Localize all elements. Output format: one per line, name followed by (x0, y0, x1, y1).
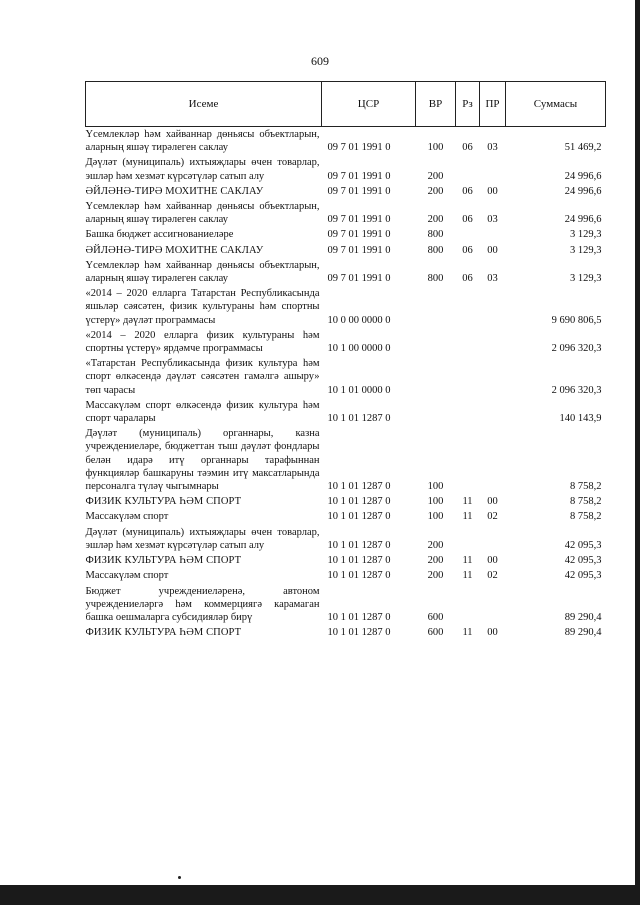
cell-rz (456, 525, 480, 553)
cell-sum: 24 996,6 (564, 214, 602, 226)
cell-pr: 02 (487, 570, 498, 582)
cell-name: Үсемлекләр һәм хайваннар дөньясы объектларын, аларның яшәү тирәлеген саклау (85, 129, 320, 154)
cell-name: Бюджет учреждениеләренә, автоном учреждениеләргә һәм коммерциягә карамаган башка оешмаларга субсидияләр бирү (85, 585, 320, 623)
cell-csr: 10 1 01 1287 0 (327, 539, 391, 551)
cell-vr: 800 (427, 244, 444, 256)
cell-rz: 06 (462, 214, 473, 226)
cell-vr: 200 (427, 555, 444, 567)
cell-pr: 00 (487, 244, 498, 256)
scan-edge-bottom (0, 885, 640, 905)
cell-csr: 10 1 01 1287 0 (327, 611, 391, 623)
cell-csr: 10 0 00 0000 0 (327, 314, 391, 326)
cell-name: ФИЗИК КУЛЬТУРА ҺӘМ СПОРТ (85, 627, 242, 639)
column-header-csr: ЦСР (322, 82, 416, 127)
cell-rz: 11 (462, 627, 473, 639)
cell-vr (416, 398, 456, 426)
cell-rz: 06 (462, 185, 473, 197)
cell-sum: 3 129,3 (570, 273, 602, 285)
cell-vr: 100 (427, 481, 444, 493)
cell-vr: 100 (427, 142, 444, 154)
column-header-name: Исеме (86, 82, 322, 127)
cell-sum: 89 290,4 (564, 627, 602, 639)
cell-name: ӘЙЛӘНӘ-ТИРӘ МОХИТНЕ САКЛАУ (85, 244, 264, 256)
column-header-vr: ВР (416, 82, 456, 127)
cell-sum: 2 096 320,3 (551, 343, 602, 355)
cell-csr: 10 1 01 1287 0 (327, 555, 391, 567)
table-row (86, 155, 606, 183)
cell-csr: 10 1 01 1287 0 (327, 511, 391, 523)
cell-csr: 10 1 01 1287 0 (327, 413, 391, 425)
cell-vr: 200 (427, 539, 444, 551)
cell-rz: 11 (462, 570, 473, 582)
cell-name: «2014 – 2020 елларга Татарстан Республикасында яшьләр сәясәтен, физик культураны һәм спортны үстерү» дәүләт программасы (85, 288, 320, 326)
cell-vr: 800 (427, 273, 444, 285)
cell-sum: 24 996,6 (564, 185, 602, 197)
cell-pr: 02 (487, 511, 498, 523)
cell-sum: 89 290,4 (564, 611, 602, 623)
cell-name: Дәүләт (муниципаль) органнары, казна учреждениеләре, бюджеттан тыш дәүләт фондлары белән идарә итү органнары тарафыннан функцияләр башкаруны тәэмин итү максатларында персоналга түләү чыгымнары (85, 428, 320, 493)
table-row (86, 258, 606, 286)
cell-sum: 3 129,3 (570, 244, 602, 256)
table-body (86, 127, 606, 641)
cell-vr: 600 (427, 611, 444, 623)
cell-rz (456, 286, 480, 328)
cell-vr (416, 356, 456, 398)
table-row (86, 227, 606, 242)
cell-csr: 09 7 01 1991 0 (327, 273, 391, 285)
cell-pr: 00 (487, 185, 498, 197)
cell-vr: 100 (427, 496, 444, 508)
cell-sum: 140 143,9 (559, 413, 602, 425)
cell-pr: 03 (487, 214, 498, 226)
table-row (86, 199, 606, 227)
cell-vr: 200 (427, 185, 444, 197)
cell-sum: 42 095,3 (564, 555, 602, 567)
cell-name: Дәүләт (муниципаль) ихтыяҗлары өчен товарлар, эшләр һәм хезмәт күрсәтүләр сатып алу (85, 157, 320, 182)
cell-name: Массакүләм спорт өлкәсендә физик культура һәм спорт чаралары (85, 399, 320, 425)
table-row (86, 568, 606, 583)
cell-pr: 00 (487, 627, 498, 639)
cell-sum: 8 758,2 (570, 511, 602, 523)
page-number: 609 (311, 54, 329, 68)
cell-csr: 09 7 01 1991 0 (327, 185, 391, 197)
cell-sum: 9 690 806,5 (551, 314, 602, 326)
cell-vr: 100 (427, 511, 444, 523)
table-row (86, 625, 606, 640)
cell-name: Дәүләт (муниципаль) ихтыяҗлары өчен товарлар, эшләр һәм хезмәт күрсәтүләр сатып алу (85, 526, 320, 551)
cell-pr: 00 (487, 555, 498, 567)
column-header-pr: ПР (480, 82, 506, 127)
cell-vr: 200 (427, 214, 444, 226)
table-row (86, 286, 606, 328)
cell-sum: 24 996,6 (564, 170, 602, 182)
cell-csr: 10 1 01 1287 0 (327, 496, 391, 508)
cell-sum: 8 758,2 (570, 481, 602, 493)
table-header (86, 82, 606, 127)
cell-csr: 10 1 01 1287 0 (327, 570, 391, 582)
cell-rz (456, 155, 480, 183)
cell-sum: 2 096 320,3 (551, 384, 602, 396)
table-row (86, 509, 606, 524)
cell-vr (416, 328, 456, 356)
cell-sum: 8 758,2 (570, 496, 602, 508)
table-row (86, 525, 606, 553)
cell-name: Үсемлекләр һәм хайваннар дөньясы объектларын, аларның яшәү тирәлеген саклау (85, 259, 320, 285)
cell-csr: 09 7 01 1991 0 (327, 229, 391, 241)
cell-rz: 06 (462, 244, 473, 256)
cell-rz: 11 (462, 555, 473, 567)
cell-name: ФИЗИК КУЛЬТУРА ҺӘМ СПОРТ (85, 496, 242, 508)
table-row (86, 494, 606, 509)
cell-csr: 10 1 00 0000 0 (327, 343, 391, 355)
cell-rz (456, 584, 480, 626)
table-row (86, 584, 606, 626)
cell-pr (480, 356, 506, 398)
cell-pr (480, 227, 506, 242)
budget-table (85, 81, 606, 640)
cell-sum: 51 469,2 (564, 142, 602, 154)
cell-vr: 200 (427, 170, 444, 182)
cell-csr: 09 7 01 1991 0 (327, 244, 391, 256)
column-header-rz: Рз (456, 82, 480, 127)
cell-rz (456, 426, 480, 494)
cell-csr: 09 7 01 1991 0 (327, 142, 391, 154)
table-row (86, 426, 606, 494)
cell-pr: 03 (487, 273, 498, 285)
cell-rz: 11 (462, 511, 473, 523)
table-row (86, 184, 606, 199)
cell-sum: 42 095,3 (564, 570, 602, 582)
scan-edge-right (635, 0, 640, 905)
cell-rz (456, 398, 480, 426)
cell-vr: 800 (427, 229, 444, 241)
cell-name: Массакүләм спорт (85, 570, 169, 582)
scan-mark (178, 876, 181, 879)
cell-rz (456, 227, 480, 242)
cell-pr (480, 286, 506, 328)
cell-vr: 200 (427, 570, 444, 582)
cell-rz: 11 (462, 496, 473, 508)
table-row (86, 553, 606, 568)
cell-pr (480, 525, 506, 553)
cell-csr: 09 7 01 1991 0 (327, 170, 391, 182)
cell-name: ӘЙЛӘНӘ-ТИРӘ МОХИТНЕ САКЛАУ (85, 185, 264, 197)
cell-name: ФИЗИК КУЛЬТУРА ҺӘМ СПОРТ (85, 555, 242, 567)
cell-rz: 06 (462, 142, 473, 154)
cell-sum: 42 095,3 (564, 539, 602, 551)
cell-pr (480, 398, 506, 426)
cell-name: «Татарстан Республикасында физик культура һәм спорт өлкәсендә дәүләт сәясәтен гамәлгә ашыру» төп чарасы (85, 358, 320, 396)
table-row (86, 243, 606, 258)
column-header-sum: Суммасы (506, 82, 606, 127)
table-row (86, 328, 606, 356)
table-row (86, 127, 606, 156)
cell-rz: 06 (462, 273, 473, 285)
cell-pr: 03 (487, 142, 498, 154)
cell-csr: 10 1 01 0000 0 (327, 384, 391, 396)
cell-rz (456, 356, 480, 398)
table-row (86, 356, 606, 398)
cell-name: «2014 – 2020 елларга физик культураны һәм спортны үстерү» ярдәмче программасы (85, 329, 320, 355)
cell-csr: 10 1 01 1287 0 (327, 627, 391, 639)
cell-pr: 00 (487, 496, 498, 508)
table-row (86, 398, 606, 426)
cell-pr (480, 155, 506, 183)
cell-name: Массакүләм спорт (85, 511, 169, 523)
cell-vr (416, 286, 456, 328)
cell-rz (456, 328, 480, 356)
cell-csr: 09 7 01 1991 0 (327, 214, 391, 226)
cell-vr: 600 (427, 627, 444, 639)
cell-pr (480, 584, 506, 626)
cell-csr: 10 1 01 1287 0 (327, 481, 391, 493)
cell-name: Башка бюджет ассигнованиеләре (85, 229, 234, 241)
cell-name: Үсемлекләр һәм хайваннар дөньясы объектларын, аларның яшәү тирәлеген саклау (85, 201, 320, 226)
cell-pr (480, 328, 506, 356)
cell-sum: 3 129,3 (570, 229, 602, 241)
cell-pr (480, 426, 506, 494)
